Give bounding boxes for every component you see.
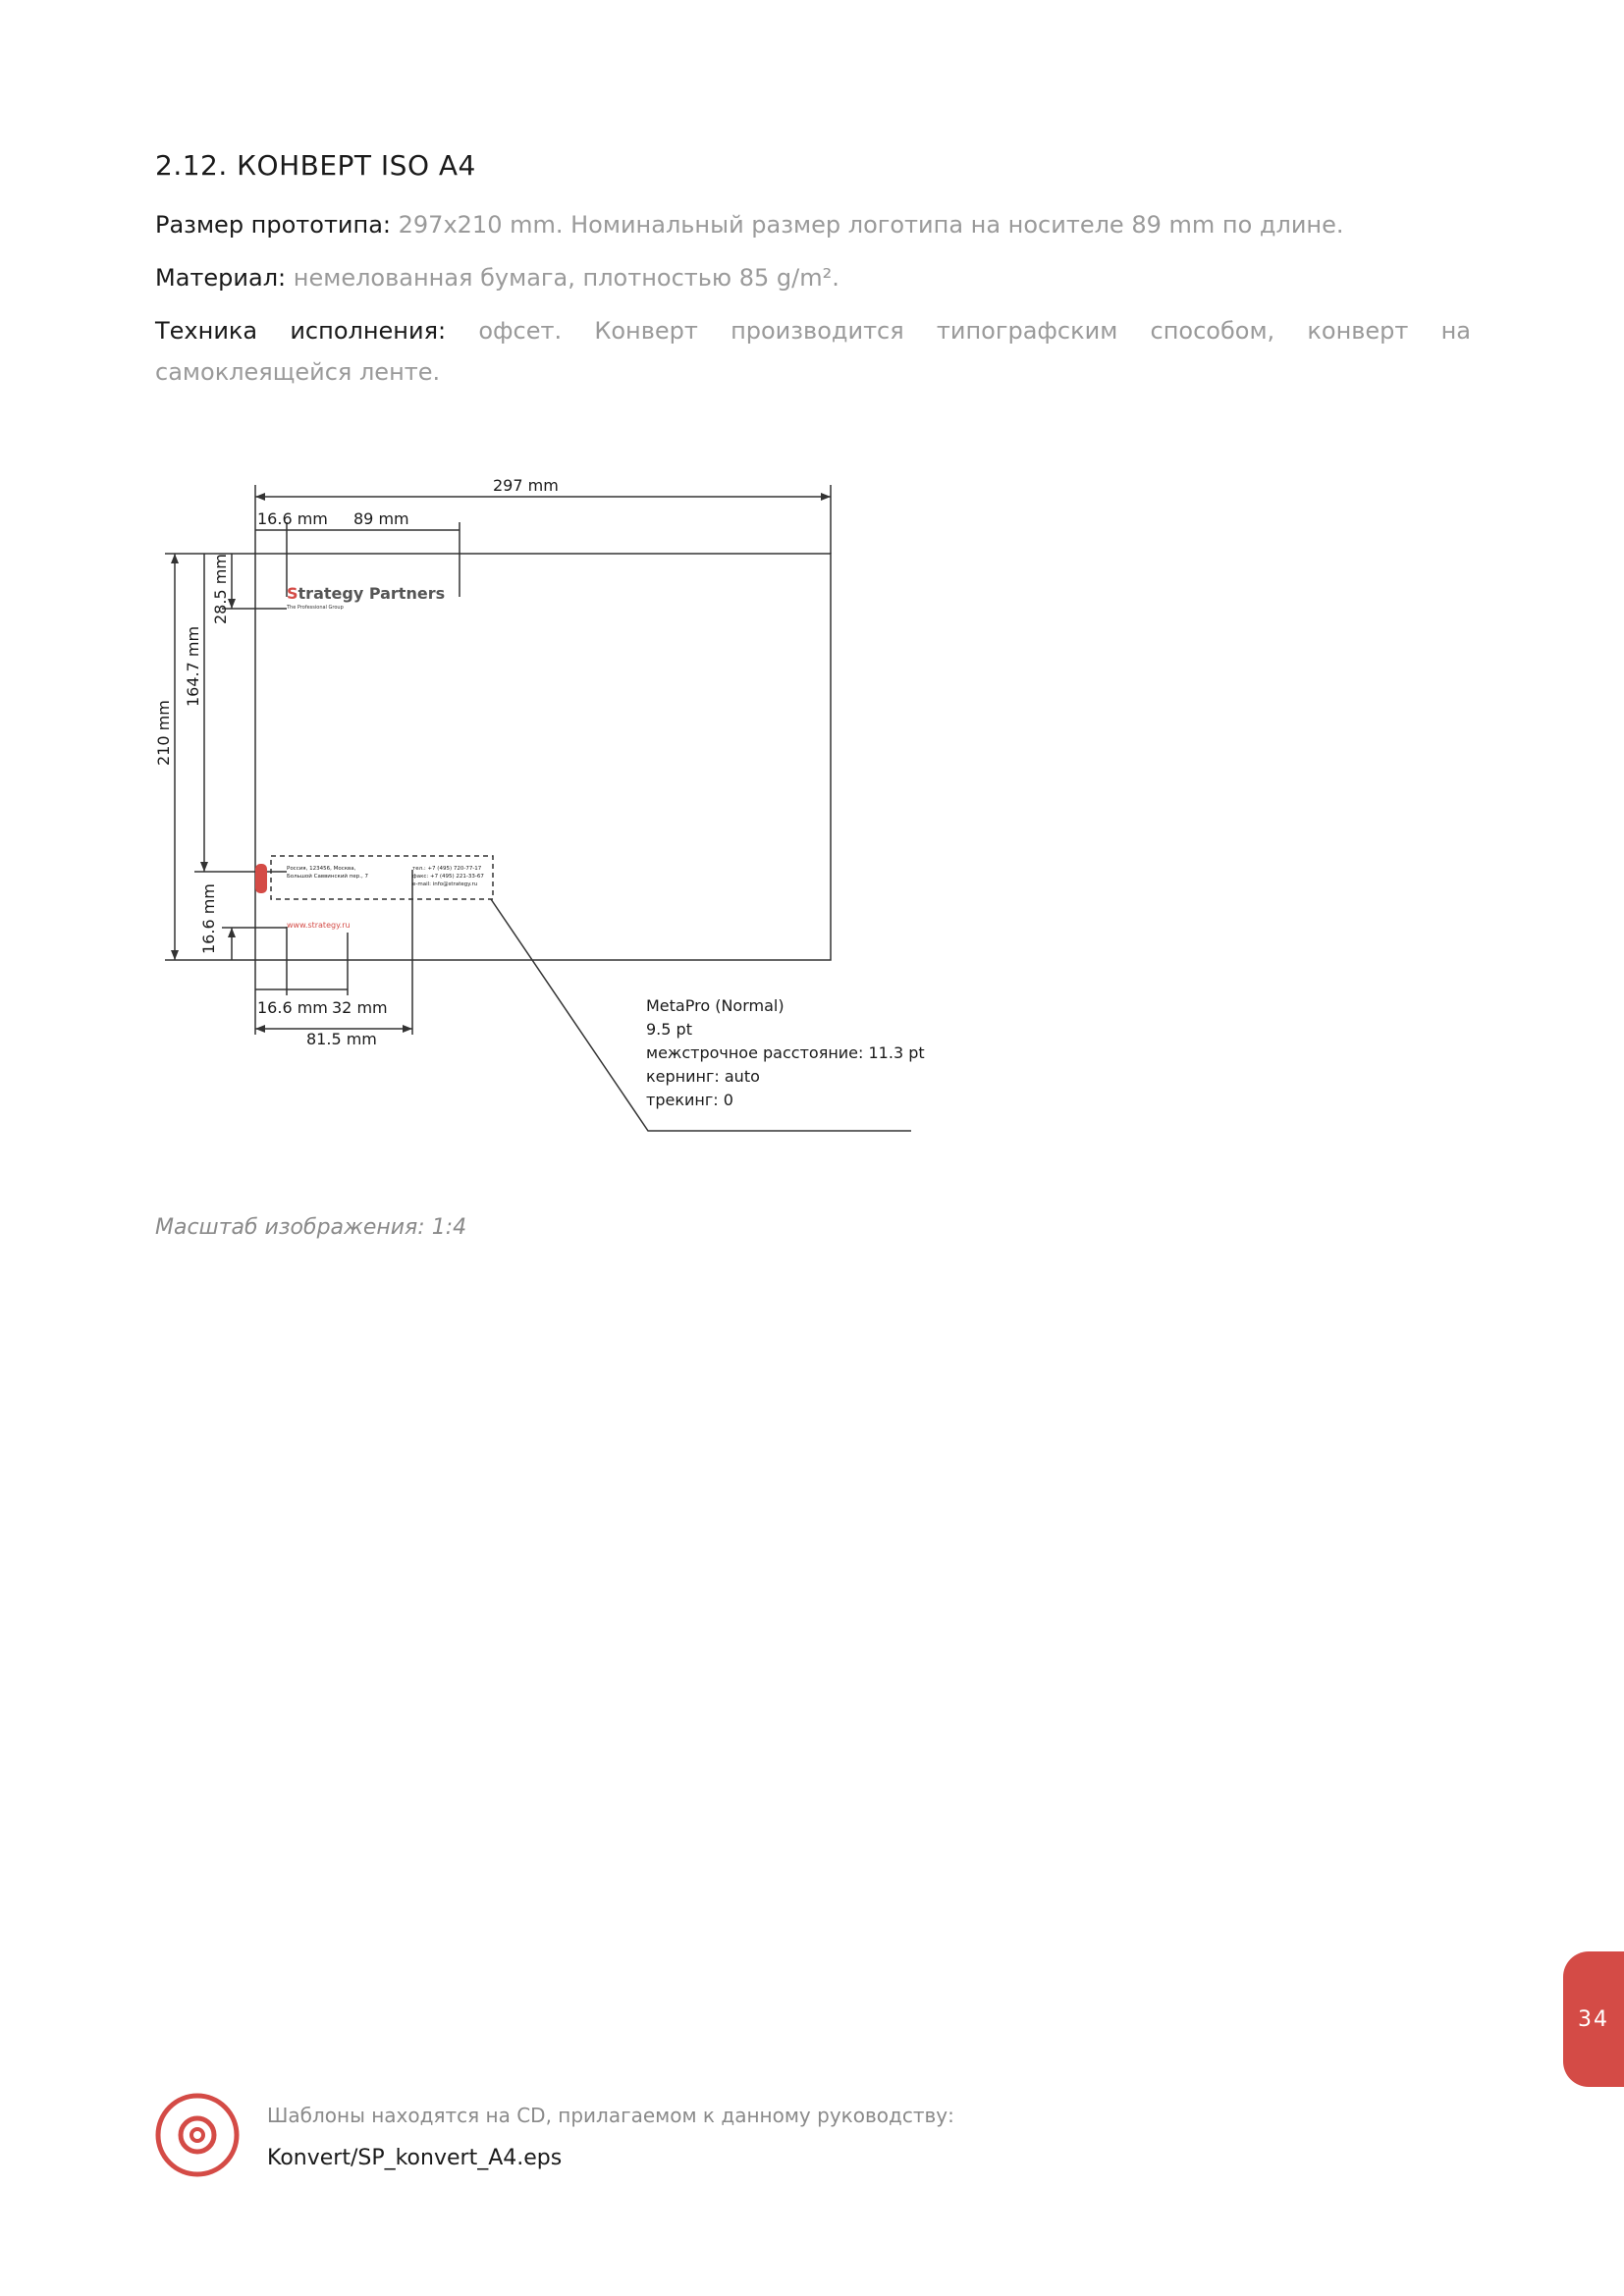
font-spec-line-1: MetaPro (Normal) bbox=[646, 996, 785, 1015]
spec-material-value: немелованная бумага, плотностью 85 g/m². bbox=[286, 264, 839, 292]
address-col1-line1: Россия, 123456, Москва, bbox=[287, 866, 356, 872]
address-col1-line2: Большой Саввинский пер., 7 bbox=[287, 874, 368, 880]
page-number: 34 bbox=[1578, 2006, 1609, 2032]
font-spec-line-3: межстрочное расстояние: 11.3 pt bbox=[646, 1043, 925, 1062]
cd-icon bbox=[153, 2091, 242, 2179]
logo-rest: trategy Partners bbox=[298, 584, 446, 603]
font-spec-line-4: кернинг: auto bbox=[646, 1067, 760, 1086]
dim-label-logo-top: 28.5 mm bbox=[211, 554, 230, 624]
logo-wordmark bbox=[287, 584, 445, 603]
address-col2-line2: факс: +7 (495) 221-33-67 bbox=[412, 874, 484, 880]
font-spec-line-5: трекинг: 0 bbox=[646, 1091, 733, 1109]
dim-label-logo: 89 mm bbox=[353, 509, 409, 528]
dim-label-bottom-second: 32 mm bbox=[332, 998, 388, 1017]
dim-label-left-margin: 16.6 mm bbox=[257, 509, 328, 528]
footer-note: Шаблоны находятся на CD, прилагаемом к данному руководству: bbox=[267, 2104, 954, 2127]
dim-label-bottom-total: 81.5 mm bbox=[306, 1030, 377, 1048]
logo-first-letter: S bbox=[287, 584, 298, 603]
address-col2-line1: тел.: +7 (495) 720-77-17 bbox=[412, 866, 482, 872]
address-web: www.strategy.ru bbox=[287, 921, 351, 930]
page-number-tab bbox=[1563, 1951, 1624, 2087]
section-title: 2.12. КОНВЕРТ ISO A4 bbox=[155, 149, 476, 182]
dim-label-address-top: 164.7 mm bbox=[184, 625, 202, 707]
scale-caption: Масштаб изображения: 1:4 bbox=[155, 1215, 467, 1240]
spec-technique-label: Техника исполнения: bbox=[155, 317, 447, 345]
dim-label-width: 297 mm bbox=[493, 476, 559, 495]
footer-file-path: Konvert/SP_konvert_A4.eps bbox=[267, 2146, 563, 2170]
spec-technique-value: офсет. Конверт производится типографским способом, конверт на самоклеящейся ленте. bbox=[155, 317, 1472, 386]
dimension-arrows bbox=[171, 493, 831, 1033]
logo-tagline: The Professional Group bbox=[287, 605, 344, 611]
dim-label-bottom-left: 16.6 mm bbox=[257, 998, 328, 1017]
dim-label-height: 210 mm bbox=[154, 700, 173, 766]
address-col2-line3: e-mail: info@strategy.ru bbox=[412, 881, 478, 887]
spec-size-label: Размер прототипа: bbox=[155, 211, 392, 239]
font-spec-line-2: 9.5 pt bbox=[646, 1020, 692, 1039]
spec-material-label: Материал: bbox=[155, 264, 287, 292]
red-tab-marker bbox=[255, 864, 267, 893]
spec-size-value: 297x210 mm. Номинальный размер логотипа на носителе 89 mm по длине. bbox=[391, 211, 1344, 239]
dim-label-bottom-margin: 16.6 mm bbox=[199, 883, 218, 954]
